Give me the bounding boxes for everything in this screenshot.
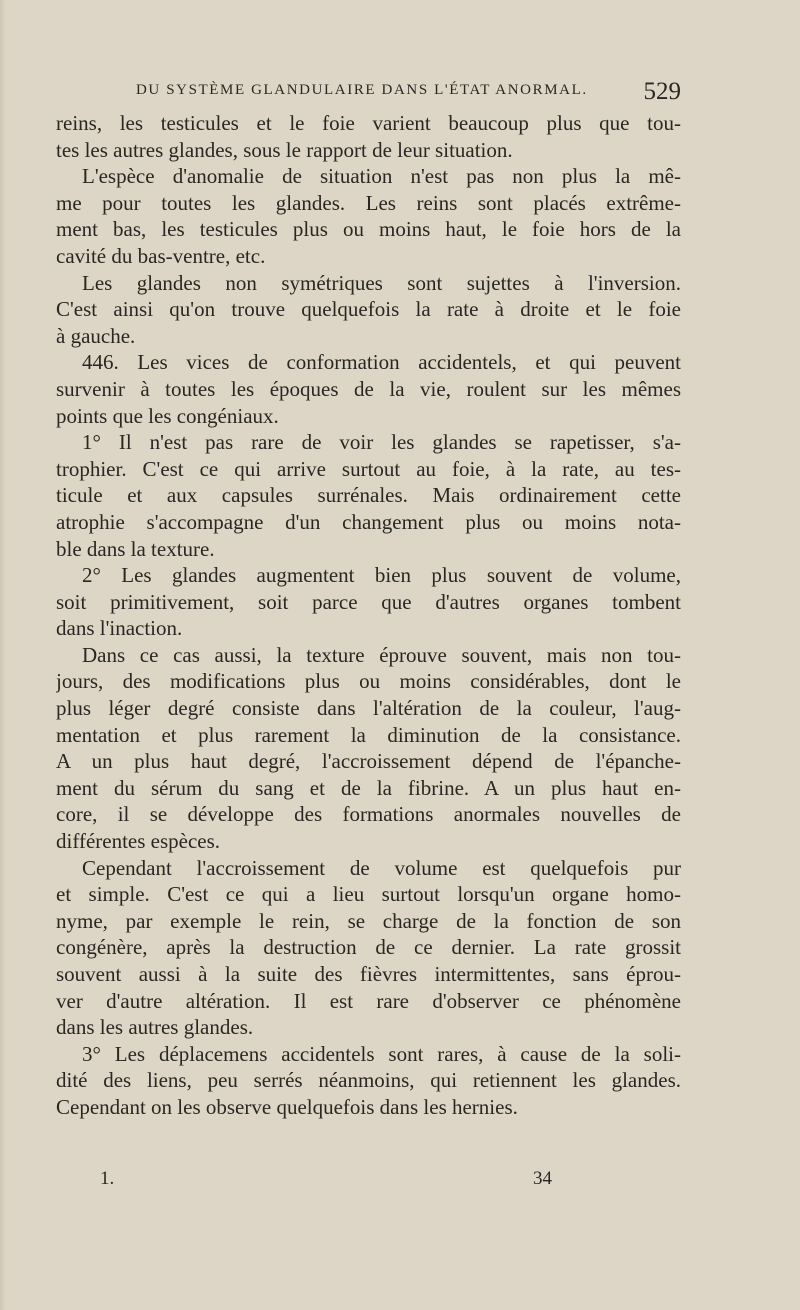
text-line: plus léger degré consiste dans l'altération de la couleur, l'aug- — [56, 696, 681, 721]
text-line: à gauche. — [56, 323, 136, 348]
text-line: reins, les testicules et le foie varient beaucoup plus que tou- — [56, 111, 681, 135]
text-line: atrophie s'accompagne d'un changement plus ou moins nota- — [56, 509, 681, 534]
text-line: mentation et plus rarement la diminution de la consistance. — [56, 722, 681, 747]
sheet-number: 34 — [533, 1168, 552, 1189]
text-line: dans les autres glandes. — [56, 1015, 254, 1040]
text-line: ticule et aux capsules surrénales. Mais ordinairement cette — [56, 483, 681, 508]
text-line: 1° Il n'est pas rare de voir les glandes se rapetisser, s'a- — [82, 430, 681, 455]
text-line: congénère, après la destruction de ce dernier. La rate grossit — [56, 935, 681, 960]
text-line: core, il se développe des formations anormales nouvelles de — [56, 802, 681, 827]
text-line: ment bas, les testicules plus ou moins haut, le foie hors de la — [56, 217, 681, 242]
text-line: 3° Les déplacemens accidentels sont rares, à cause de la soli- — [82, 1041, 681, 1066]
text-line: Les glandes non symétriques sont sujettes à l'inversion. — [82, 270, 681, 295]
text-line: points que les congéniaux. — [56, 403, 279, 428]
text-line: 446. Les vices de conformation accidentels, et qui peuvent — [82, 350, 681, 375]
text-line: tes les autres glandes, sous le rapport de leur situation. — [56, 137, 513, 162]
text-line: C'est ainsi qu'on trouve quelquefois la rate à droite et le foie — [56, 297, 681, 322]
text-line: Cependant on les observe quelquefois dans les hernies. — [56, 1094, 518, 1119]
text-line: me pour toutes les glandes. Les reins sont placés extrême- — [56, 190, 681, 215]
text-line: trophier. C'est ce qui arrive surtout au foie, à la rate, au tes- — [56, 456, 681, 481]
text-line: Cependant l'accroissement de volume est quelquefois pur — [82, 855, 681, 880]
text-line: ver d'autre altération. Il est rare d'observer ce phénomène — [56, 988, 681, 1013]
text-line: souvent aussi à la suite des fièvres intermittentes, sans éprou- — [56, 962, 681, 986]
page-footer — [56, 1168, 681, 1196]
text-line: soit primitivement, soit parce que d'autres organes tombent — [56, 589, 681, 614]
text-line: jours, des modifications plus ou moins considérables, dont le — [56, 669, 681, 694]
body-text — [56, 110, 681, 1121]
text-line: dans l'inaction. — [56, 616, 183, 641]
text-line: ment du sérum du sang et de la fibrine. A un plus haut en- — [56, 775, 681, 800]
text-line: nyme, par exemple le rein, se charge de la fonction de son — [56, 908, 681, 933]
text-line: survenir à toutes les époques de la vie, roulent sur les mêmes — [56, 376, 681, 401]
text-line: cavité du bas-ventre, etc. — [56, 243, 266, 268]
text-line: A un plus haut degré, l'accroissement dépend de l'épanche- — [56, 749, 681, 774]
page-number: 529 — [643, 78, 681, 105]
text-line: L'espèce d'anomalie de situation n'est pas non plus la mê- — [82, 164, 681, 189]
text-line: 2° Les glandes augmentent bien plus souvent de volume, — [82, 563, 681, 588]
running-head — [56, 78, 681, 108]
text-line: Dans ce cas aussi, la texture éprouve souvent, mais non tou- — [82, 642, 681, 667]
text-line: dité des liens, peu serrés néanmoins, qui retiennent les glandes. — [56, 1068, 681, 1093]
signature-mark: 1. — [100, 1168, 115, 1189]
text-line: et simple. C'est ce qui a lieu surtout lorsqu'un organe homo- — [56, 882, 681, 907]
page-edge-shadow — [0, 0, 6, 1310]
text-line: ble dans la texture. — [56, 536, 215, 561]
text-line: différentes espèces. — [56, 829, 221, 854]
running-title: DU SYSTÈME GLANDULAIRE DANS L'ÉTAT ANORMAL. — [136, 82, 588, 98]
